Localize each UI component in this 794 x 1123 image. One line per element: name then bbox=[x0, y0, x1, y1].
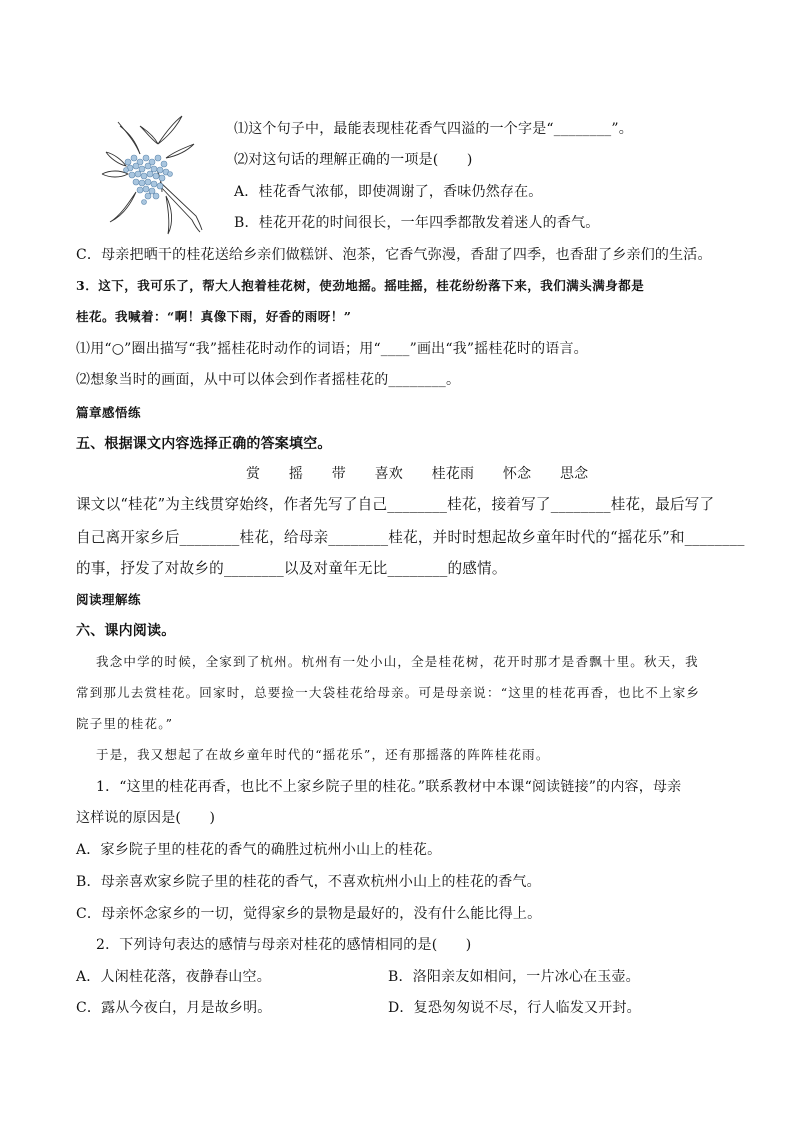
word-choice: 摇 bbox=[288, 466, 304, 482]
section-label-reading: 阅读理解练 bbox=[76, 592, 142, 607]
q4-option-b: B．桂花开花的时间很长，一年四季都散发着迷人的香气。 bbox=[234, 215, 600, 231]
word-choice: 怀念 bbox=[502, 466, 532, 482]
word-choice: 带 bbox=[331, 466, 346, 482]
q3-sub1: ⑴用“○”圈出描写“我”摇桂花时动作的词语；用“____”画出“我”摇桂花时的语言。 bbox=[76, 341, 588, 357]
q2-option-a: A．人闲桂花落，夜静春山空。 bbox=[76, 969, 271, 985]
q3-text-line1: 3．这下，我可乐了，帮大人抱着桂花树，使劲地摇。摇哇摇，桂花纷纷落下来，我们满头满身都是 bbox=[76, 278, 645, 293]
q3-sub2: ⑵想象当时的画面，从中可以体会到作者摇桂花的________。 bbox=[76, 372, 461, 388]
q2-option-d: D．复恐匆匆说不尽，行人临发又开封。 bbox=[388, 1000, 641, 1016]
section5-line3: 的事，抒发了对故乡的________以及对童年无比________的感情。 bbox=[76, 560, 507, 577]
passage-line: 我念中学的时候，全家到了杭州。杭州有一处小山，全是桂花树，花开时那才是香飘十里。秋天，我 bbox=[96, 654, 699, 669]
osmanthus-branch-icon bbox=[96, 112, 216, 237]
q4-sub2: ⑵对这句话的理解正确的一项是( ) bbox=[234, 152, 473, 168]
passage-line: 院子里的桂花。” bbox=[76, 716, 174, 731]
q4-option-c: C．母亲把晒干的桂花送给乡亲们做糕饼、泡茶，它香气弥漫，香甜了四季，也香甜了乡亲们的生活。 bbox=[76, 247, 712, 263]
word-choice: 喜欢 bbox=[374, 466, 403, 482]
q1-line1: 1．“这里的桂花再香，也比不上家乡院子里的桂花。”联系教材中本课“阅读链接”的内容，母亲 bbox=[96, 779, 682, 795]
q4-option-a: A．桂花香气浓郁，即使凋谢了，香味仍然存在。 bbox=[234, 184, 543, 200]
word-choice: 思念 bbox=[559, 466, 589, 482]
q4-sub1: ⑴这个句子中，最能表现桂花香气四溢的一个字是“________”。 bbox=[234, 121, 633, 137]
q2-option-b: B．洛阳亲友如相问，一片冰心在玉壶。 bbox=[388, 969, 640, 985]
word-choice: 赏 bbox=[246, 466, 261, 482]
section5-line2: 自己离开家乡后________桂花，给母亲________桂花，并时时想起故乡童年时代的“摇花乐”和________ bbox=[76, 529, 745, 546]
q1-option-a: A．家乡院子里的桂花的香气的确胜过杭州小山上的桂花。 bbox=[76, 842, 442, 858]
q1-option-b: B．母亲喜欢家乡院子里的桂花的香气，不喜欢杭州小山上的桂花的香气。 bbox=[76, 874, 541, 890]
section-label-chapter: 篇章感悟练 bbox=[76, 405, 142, 420]
passage-line: 常到那儿去赏桂花。回家时，总要捡一大袋桂花给母亲。可是母亲说：“这里的桂花再香，也比不上家乡 bbox=[76, 685, 701, 700]
q1-line2: 这样说的原因是( ) bbox=[76, 810, 216, 826]
q2-stem: 2．下列诗句表达的感情与母亲对桂花的感情相同的是( ) bbox=[96, 937, 472, 953]
word-choice: 桂花雨 bbox=[431, 466, 475, 482]
section5-line1: 课文以“桂花”为主线贯穿始终，作者先写了自己________桂花，接着写了________桂花，最后写了 bbox=[76, 496, 715, 513]
section5-word-bank bbox=[246, 467, 612, 481]
section6-title: 六、课内阅读。 bbox=[76, 623, 176, 639]
passage-line: 于是，我又想起了在故乡童年时代的“摇花乐”，还有那摇落的阵阵桂花雨。 bbox=[96, 747, 550, 762]
section5-title: 五、根据课文内容选择正确的答案填空。 bbox=[76, 436, 332, 452]
q1-option-c: C．母亲怀念家乡的一切，觉得家乡的景物是最好的，没有什么能比得上。 bbox=[76, 906, 542, 922]
q2-option-c: C．露从今夜白，月是故乡明。 bbox=[76, 1000, 272, 1016]
q3-text-line2: 桂花。我喊着：“啊！真像下雨，好香的雨呀！” bbox=[76, 309, 352, 324]
